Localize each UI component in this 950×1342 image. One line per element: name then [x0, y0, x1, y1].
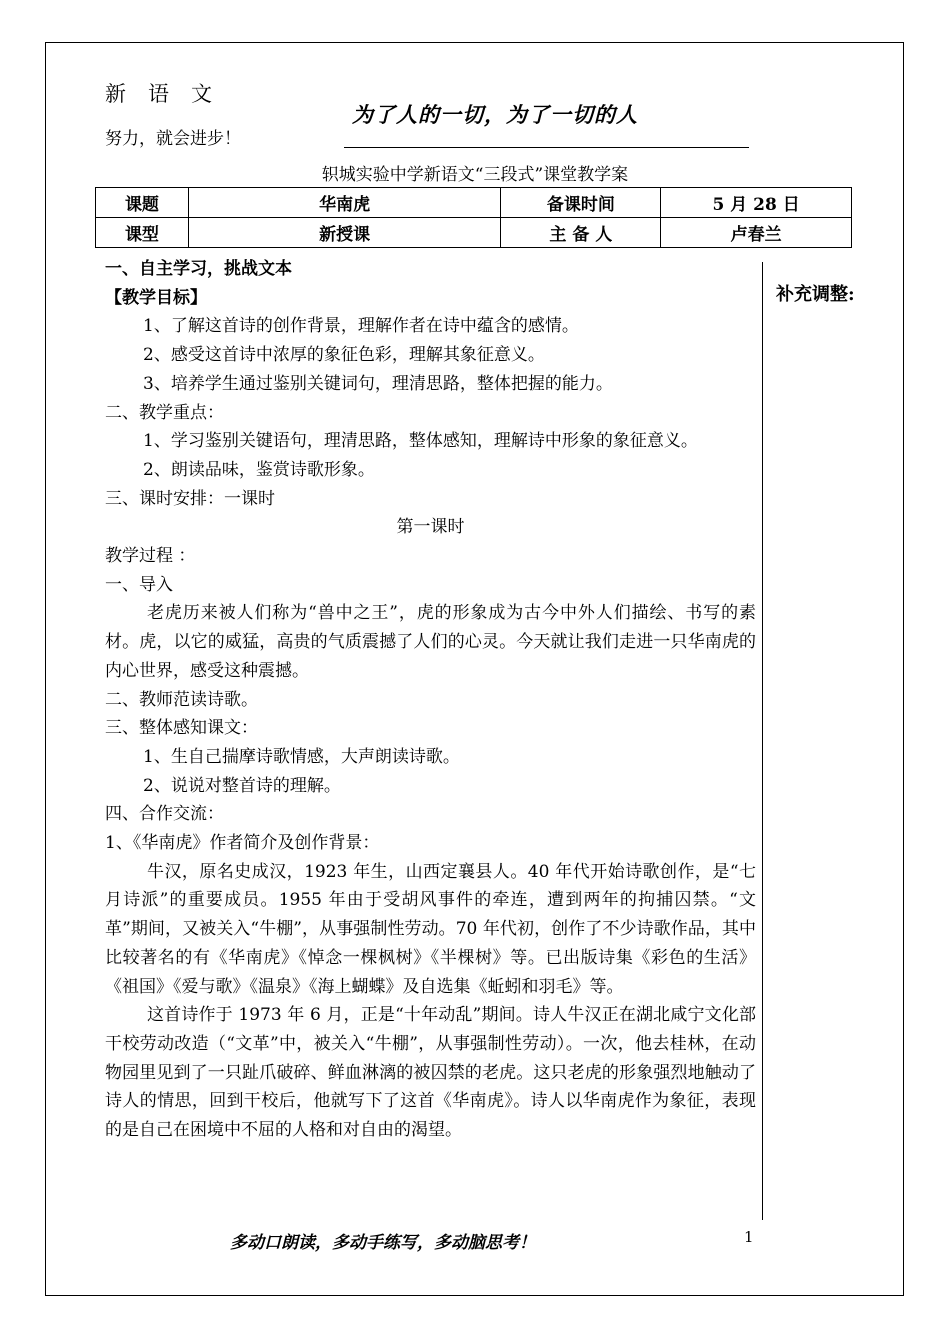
topic-label: 课题: [96, 188, 189, 218]
step-item: 1、生自己揣摩诗歌情感，大声朗读诗歌。: [143, 746, 460, 767]
intro-paragraph: 老虎历来被人们称为“兽中之王”，虎的形象成为古今中外人们描绘、书写的素材。虎，以它的威猛，高贵的气质震撼了人们的心灵。今天就让我们走进一只华南虎的内心世界，感受这种震撼。: [105, 603, 756, 681]
step-heading: 四、合作交流：: [105, 804, 224, 825]
type-label: 课型: [96, 218, 189, 248]
goal-item: 2、感受这首诗中浓厚的象征色彩，理解其象征意义。: [143, 345, 545, 366]
goal-item: 1、了解这首诗的创作背景，理解作者在诗中蕴含的感情。: [143, 316, 579, 337]
column-divider: [762, 262, 763, 1220]
step-heading: 三、整体感知课文：: [105, 718, 258, 739]
page-number: 1: [744, 1228, 754, 1246]
step-heading: 一、导入: [105, 574, 173, 595]
goal-item: 3、培养学生通过鉴别关键词句，理清思路，整体把握的能力。: [143, 373, 613, 394]
step-item: 2、说说对整首诗的理解。: [143, 775, 341, 796]
section-heading: 二、教学重点：: [105, 402, 224, 423]
author-paragraph: 牛汉，原名史成汉，1923 年生，山西定襄县人。40 年代开始诗歌创作，是“七月诗派”的重要成员。1955 年由于受胡风事件的牵连，遭到两年的拘捕囚禁。“文革”期间，又被关入“牛棚”，从事强制性劳动。70 年代初，创作了不少诗歌作品，其中比较著名的有《华南虎》《悼念一棵枫树》《半棵树》等。已出版诗集《彩色的生活》《祖国》《爱与歌》《温泉》《海上蝴蝶》及自选集《蚯蚓和羽毛》等。: [105, 861, 756, 997]
table-row: [96, 218, 852, 248]
side-note-label: 补充调整:: [776, 284, 855, 305]
key-point-item: 1、学习鉴别关键语句，理清思路，整体感知，理解诗中形象的象征意义。: [143, 431, 698, 452]
goals-heading: 【教学目标】: [105, 287, 207, 308]
motto: 努力，就会进步！: [105, 129, 241, 149]
background-paragraph: 这首诗作于 1973 年 6 月，正是“十年动乱”期间。诗人牛汉正在湖北咸宁文化部干校劳动改造（“文革”中，被关入“牛棚”，从事强制性劳动）。一次，他去桂林，在动物园里见到了一只趾爪破碎、鲜血淋漓的被囚禁的老虎。这只老虎的形象强烈地触动了诗人的情思，回到干校后，他就写下了这首《华南虎》。诗人以华南虎作为象征，表现的是自己在困境中不屈的人格和对自由的渴望。: [105, 1005, 756, 1141]
preparer-label: 主 备 人: [501, 218, 661, 248]
step-item: 1、《华南虎》作者简介及创作背景：: [105, 833, 380, 854]
prep-time-value: 5 月 28 日: [661, 188, 852, 218]
section-heading: 一、自主学习，挑战文本: [105, 259, 292, 279]
preparer-value: 卢春兰: [661, 218, 852, 248]
section-heading: 三、课时安排：一课时: [105, 488, 275, 509]
lesson-info-table: [95, 187, 852, 248]
key-point-item: 2、朗读品味，鉴赏诗歌形象。: [143, 459, 375, 480]
brand-name: 新语文: [105, 82, 234, 106]
document-title: 轵城实验中学新语文“三段式”课堂教学案: [321, 165, 629, 185]
table-row: [96, 188, 852, 218]
topic-value: 华南虎: [188, 188, 501, 218]
lesson-content: [105, 255, 756, 1145]
step-heading: 二、教师范读诗歌。: [105, 689, 258, 710]
process-heading: 教学过程 ：: [105, 546, 196, 567]
lesson-title: 第一课时: [396, 517, 465, 538]
type-value: 新授课: [188, 218, 501, 248]
header-rule: [344, 147, 749, 148]
prep-time-label: 备课时间: [501, 188, 661, 218]
header-slogan: 为了人的一切，为了一切的人: [352, 103, 638, 127]
footer-slogan: 多动口朗读，多动手练写，多动脑思考！: [230, 1233, 536, 1253]
